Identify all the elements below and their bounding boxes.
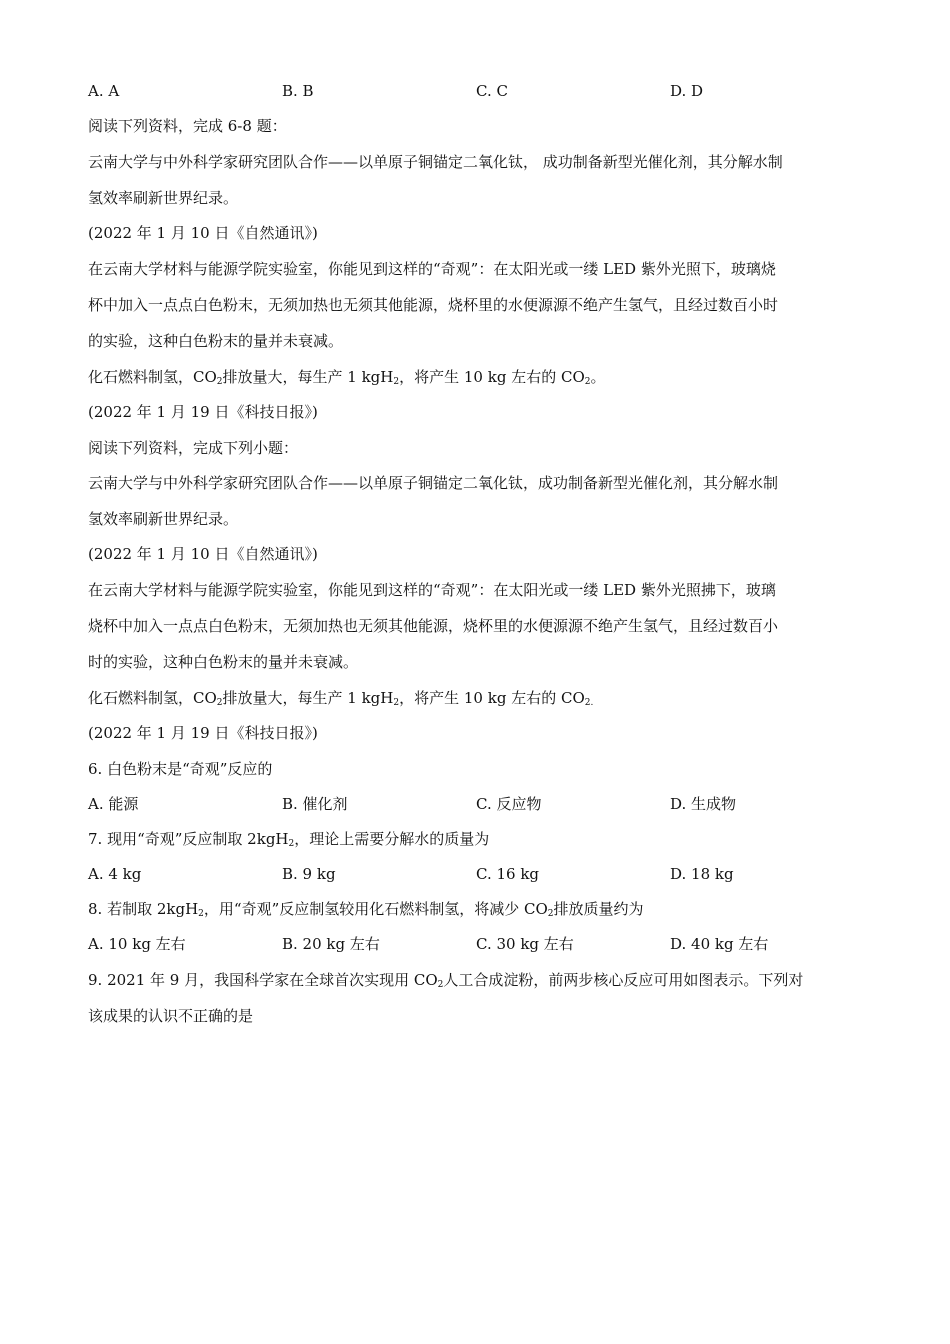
passage-text: 氢效率刷新世界纪录。 [88, 189, 239, 207]
q7-option-d: D. 18 kg [670, 865, 734, 883]
question-8-stem: 8. 若制取 2kgH$_2$，用“奇观”反应制氢较用化石燃料制氢，将减少 $CO_2$排放质量约为 [88, 900, 644, 919]
passage-text: 化石燃料制氢，$CO_2$排放量大，每生产 1 kgH$_2$，将产生 10 kg 左右的 $CO_2$。 [88, 368, 606, 387]
prev-option-d: D. D [670, 82, 704, 100]
q7-option-a: A. 4 kg [88, 865, 142, 883]
q6-option-b: B. 催化剂 [282, 795, 348, 813]
passage-text: 时的实验，这种白色粉末的量并未衰减。 [88, 653, 359, 671]
source-citation: (2022 年 1 月 19 日《科技日报》) [88, 724, 318, 742]
q6-option-c: C. 反应物 [476, 795, 542, 813]
passage-text: 在云南大学材料与能源学院实验室，你能见到这样的“奇观”：在太阳光或一缕 LED 紫外光照下，玻璃烧 [88, 260, 776, 278]
passage-text: 云南大学与中外科学家研究团队合作——以单原子铜锚定二氧化钛，成功制备新型光催化剂，其分解水制 [88, 474, 779, 492]
prev-option-c: C. C [476, 82, 508, 100]
reading-intro: 阅读下列资料，完成下列小题： [88, 439, 299, 457]
q7-option-b: B. 9 kg [282, 865, 336, 883]
source-citation: (2022 年 1 月 10 日《自然通讯》) [88, 224, 318, 242]
passage-text: 烧杯中加入一点点白色粉末，无须加热也无须其他能源，烧杯里的水便源源不绝产生氢气，且经过数百小 [88, 617, 779, 635]
q8-option-a: A. 10 kg 左右 [88, 935, 186, 953]
reading-intro: 阅读下列资料，完成 6-8 题： [88, 117, 287, 135]
question-7-stem: 7. 现用“奇观”反应制取 2kgH$_2$，理论上需要分解水的质量为 [88, 830, 490, 849]
passage-text: 的实验，这种白色粉末的量并未衰减。 [88, 332, 344, 350]
source-citation: (2022 年 1 月 10 日《自然通讯》) [88, 545, 318, 563]
prev-option-b: B. B [282, 82, 314, 100]
passage-text: 化石燃料制氢，$CO_2$排放量大，每生产 1 kgH$_2$，将产生 10 kg 左右的 $CO_{2.}$ [88, 689, 594, 708]
passage-text: 在云南大学材料与能源学院实验室，你能见到这样的“奇观”：在太阳光或一缕 LED 紫外光照拂下，玻璃 [88, 581, 776, 599]
passage-text: 云南大学与中外科学家研究团队合作——以单原子铜锚定二氧化钛， 成功制备新型光催化剂，其分解水制 [88, 153, 783, 171]
passage-text: 氢效率刷新世界纪录。 [88, 510, 239, 528]
q6-option-a: A. 能源 [88, 795, 139, 813]
passage-text: 杯中加入一点点白色粉末，无须加热也无须其他能源，烧杯里的水便源源不绝产生氢气，且经过数百小时 [88, 296, 779, 314]
q8-option-d: D. 40 kg 左右 [670, 935, 769, 953]
q6-option-d: D. 生成物 [670, 795, 737, 813]
question-9-stem: 9. 2021 年 9 月，我国科学家在全球首次实现用 $CO_2$人工合成淀粉，前两步核心反应可用如图表示。下列对 [88, 971, 804, 990]
q8-option-b: B. 20 kg 左右 [282, 935, 380, 953]
source-citation: (2022 年 1 月 19 日《科技日报》) [88, 403, 318, 421]
question-6-stem: 6. 白色粉末是“奇观”反应的 [88, 760, 273, 778]
q8-option-c: C. 30 kg 左右 [476, 935, 574, 953]
prev-option-a: A. A [88, 82, 120, 100]
q7-option-c: C. 16 kg [476, 865, 540, 883]
question-9-stem: 该成果的认识不正确的是 [88, 1007, 254, 1025]
